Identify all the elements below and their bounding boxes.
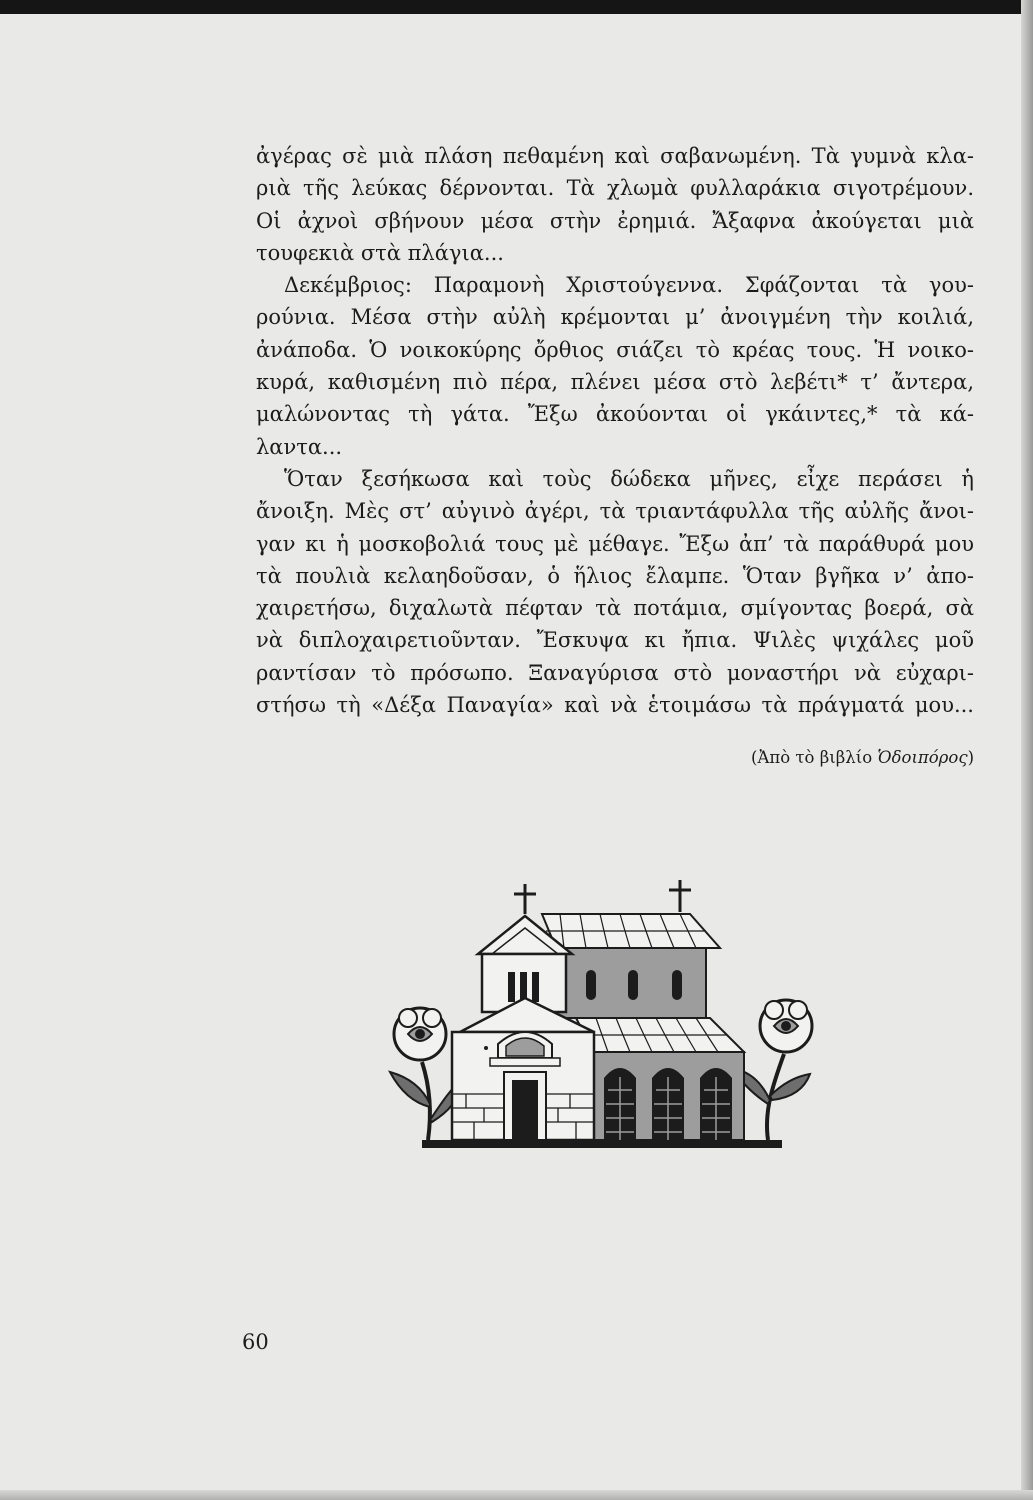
text-line: ἀγέρας σὲ μιὰ πλάση πεθαμένη καὶ σαβανωμένη. Τὰ γυμνὰ κλα- bbox=[256, 144, 974, 168]
text-line: λαντα... bbox=[256, 434, 343, 459]
source-open: (Ἀπὸ τὸ βιβλίο bbox=[751, 748, 878, 767]
body-text bbox=[256, 140, 974, 721]
text-line: ριὰ τῆς λεύκας δέρνονται. Τὰ χλωμὰ φυλλαράκια σιγοτρέμουν. bbox=[256, 176, 974, 201]
text-line: χαιρετήσω, διχαλωτὰ πέφταν τὰ ποτάμια, σμίγοντας βοερά, σὰ bbox=[256, 596, 974, 621]
cross-icon bbox=[514, 884, 536, 914]
page-edge-bottom bbox=[0, 1490, 1033, 1500]
text-line: μαλώνοντας τὴ γάτα. Ἔξω ἀκούονται οἱ γκάιντες,* τὰ κά- bbox=[256, 402, 974, 427]
text-line: ραντίσαν τὸ πρόσωπο. Ξαναγύρισα στὸ μοναστήρι νὰ εὐχαρι- bbox=[256, 660, 974, 685]
text-line: ἀνάποδα. Ὁ νοικοκύρης ὄρθιος σιάζει τὸ κρέας τους. Ἡ νοικο- bbox=[256, 337, 974, 362]
source-citation bbox=[256, 744, 974, 772]
church-icon bbox=[452, 914, 744, 1140]
text-line: Δεκέμβριος: Παραμονὴ Χριστούγεννα. Σφάζονται τὰ γου- bbox=[284, 273, 974, 298]
text-line: ρούνια. Μέσα στὴν αὐλὴ κρέμονται μ’ ἀνοιγμένη τὴν κοιλιά, bbox=[256, 305, 974, 330]
source-close: ) bbox=[967, 748, 974, 767]
text-line: στήσω τὴ «Δέξα Παναγία» καὶ νὰ ἑτοιμάσω τὰ πράγματά μου... bbox=[256, 693, 974, 718]
cross-icon bbox=[669, 880, 691, 912]
text-line: κυρά, καθισμένη πιὸ πέρα, πλένει μέσα στὸ λεβέτι* τ’ ἄντερα, bbox=[256, 370, 974, 395]
text-line: γαν κι ἡ μοσκοβολιά τους μὲ μέθαγε. Ἔξω ἀπ’ τὰ παράθυρά μου bbox=[256, 531, 974, 556]
source-title: Ὁδοιπόρος bbox=[877, 748, 968, 767]
text-line: τουφεκιὰ στὰ πλάγια... bbox=[256, 240, 504, 265]
text-line: νὰ διπλοχαιρετιοῦνταν. Ἔσκυψα κι ἤπια. Ψιλὲς ψιχάλες μοῦ bbox=[256, 628, 974, 653]
text-line: Ὅταν ξεσήκωσα καὶ τοὺς δώδεκα μῆνες, εἶχε περάσει ἡ bbox=[284, 466, 974, 491]
text-line: τὰ πουλιὰ κελαηδοῦσαν, ὁ ἥλιος ἔλαμπε. Ὅταν βγῆκα ν’ ἀπο- bbox=[256, 563, 974, 588]
page-edge-top bbox=[0, 0, 1033, 14]
text-line: Οἱ ἀχνοὶ σβήνουν μέσα στὴν ἐρημιά. Ἄξαφνα ἀκούγεται μιὰ bbox=[256, 208, 974, 233]
page-number: 60 bbox=[242, 1330, 269, 1354]
page-edge-right bbox=[1021, 0, 1033, 1500]
text-line: ἄνοιξη. Μὲς στ’ αὐγινὸ ἀγέρι, τὰ τριαντάφυλλα τῆς αὐλῆς ἄνοι- bbox=[256, 499, 974, 524]
church-illustration bbox=[380, 872, 820, 1162]
